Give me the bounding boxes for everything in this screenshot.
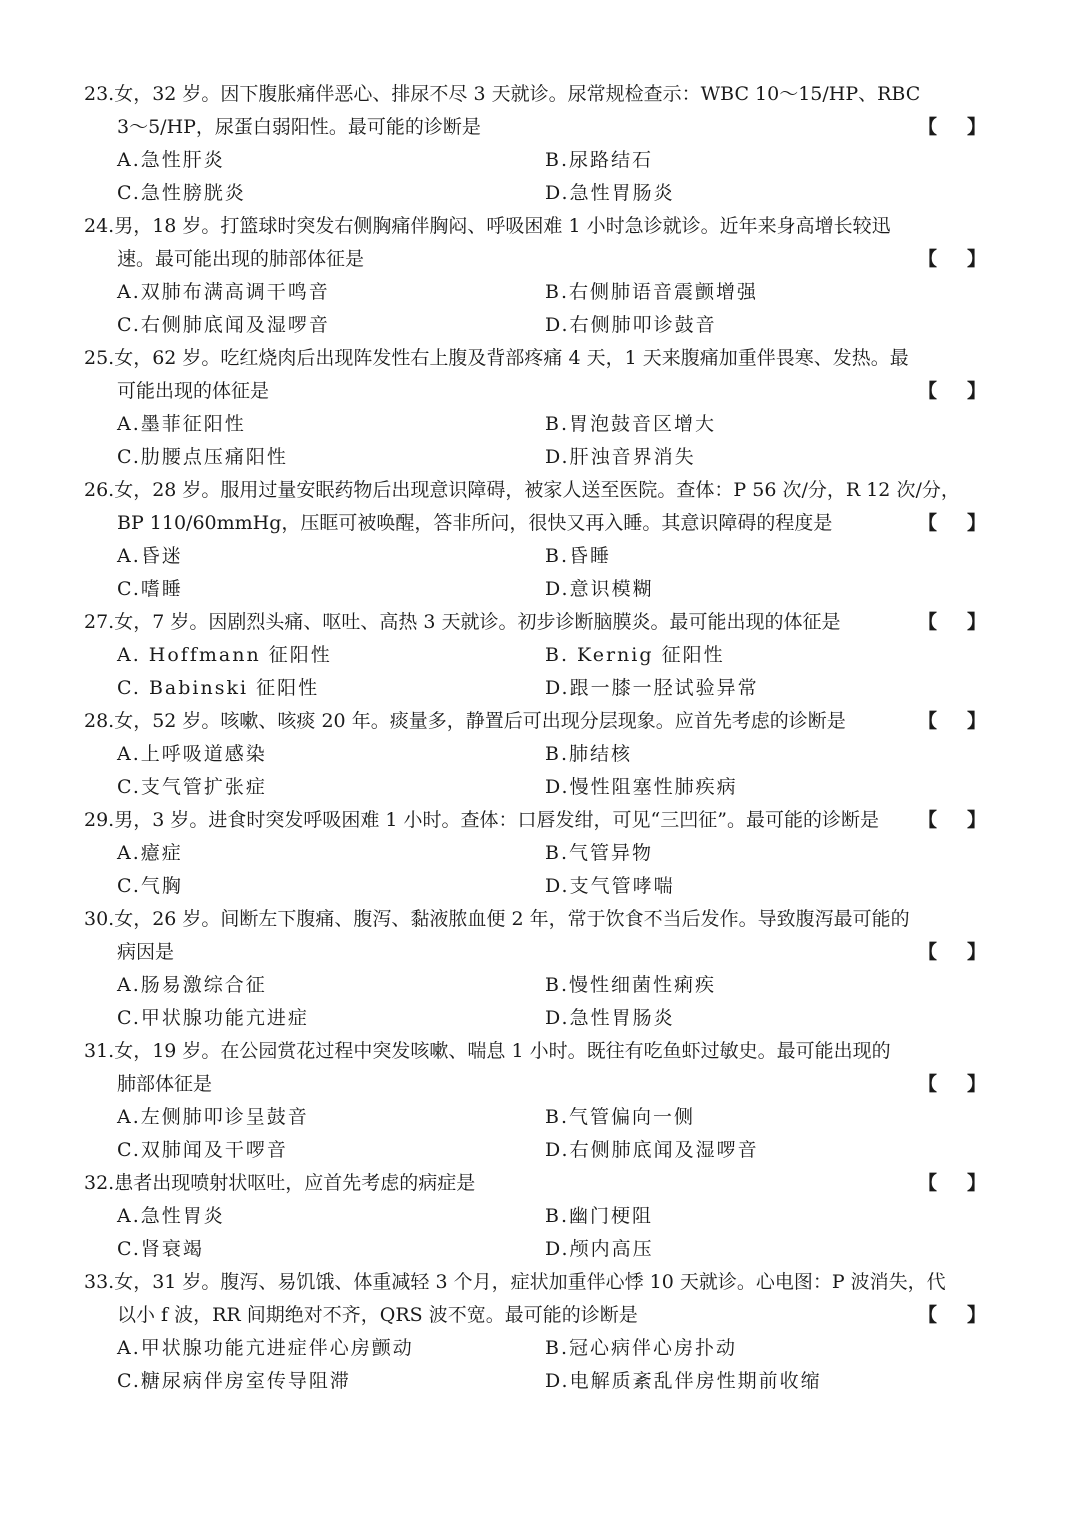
option-a: A.肠易激综合征 bbox=[117, 974, 267, 996]
question-stem-continued bbox=[84, 507, 986, 540]
question-stem-continued bbox=[84, 1299, 986, 1332]
bracket-open: 【 bbox=[917, 809, 937, 831]
option-b: B. Kernig 征阳性 bbox=[545, 644, 725, 666]
option-a: A. Hoffmann 征阳性 bbox=[117, 644, 332, 666]
question-text: 28.女，52 岁。咳嗽、咳痰 20 年。痰量多，静置后可出现分层现象。应首先考虑的诊断是 bbox=[84, 710, 846, 732]
question-stem-continued bbox=[84, 1068, 986, 1101]
answer-bracket[interactable] bbox=[918, 111, 986, 144]
question-text: 速。最可能出现的肺部体征是 bbox=[117, 248, 365, 270]
option-b: B.冠心病伴心房扑动 bbox=[545, 1337, 738, 1359]
option-c: C.糖尿病伴房室传导阻滞 bbox=[117, 1370, 351, 1392]
bracket-open: 【 bbox=[917, 248, 937, 270]
bracket-open: 【 bbox=[917, 1073, 937, 1095]
option-d: D.肝浊音界消失 bbox=[545, 446, 696, 468]
question-stem bbox=[84, 1167, 986, 1200]
option-a: A.上呼吸道感染 bbox=[117, 743, 267, 765]
bracket-open: 【 bbox=[917, 1172, 937, 1194]
question-stem bbox=[84, 210, 986, 243]
options-row bbox=[84, 1332, 986, 1365]
question-24 bbox=[84, 210, 986, 342]
question-29 bbox=[84, 804, 986, 903]
question-31 bbox=[84, 1035, 986, 1167]
question-stem bbox=[84, 474, 986, 507]
option-d: D.电解质紊乱伴房性期前收缩 bbox=[545, 1370, 822, 1392]
question-text: 病因是 bbox=[117, 941, 175, 963]
option-b: B.慢性细菌性痢疾 bbox=[545, 974, 717, 996]
option-a: A.甲状腺功能亢进症伴心房颤动 bbox=[117, 1337, 414, 1359]
answer-bracket[interactable] bbox=[918, 936, 986, 969]
option-d: D.跟一膝一胫试验异常 bbox=[545, 677, 759, 699]
answer-bracket[interactable] bbox=[918, 507, 986, 540]
options-row bbox=[84, 441, 986, 474]
option-a: A.双肺布满高调干鸣音 bbox=[117, 281, 330, 303]
options-row bbox=[84, 1134, 986, 1167]
question-text: 24.男，18 岁。打篮球时突发右侧胸痛伴胸闷、呼吸困难 1 小时急诊就诊。近年来身高增长较迅 bbox=[84, 215, 891, 237]
bracket-open: 【 bbox=[917, 611, 937, 633]
option-b: B.气管异物 bbox=[545, 842, 654, 864]
options-row bbox=[84, 870, 986, 903]
option-b: B.昏睡 bbox=[545, 545, 612, 567]
answer-bracket[interactable] bbox=[918, 1167, 986, 1200]
option-c: C.急性膀胱炎 bbox=[117, 182, 246, 204]
answer-bracket[interactable] bbox=[918, 375, 986, 408]
question-33 bbox=[84, 1266, 986, 1398]
option-c: C.支气管扩张症 bbox=[117, 776, 267, 798]
bracket-open: 【 bbox=[917, 710, 937, 732]
bracket-close: 】 bbox=[966, 380, 986, 402]
question-text: 32.患者出现喷射状呕吐，应首先考虑的病症是 bbox=[84, 1172, 476, 1194]
question-stem-continued bbox=[84, 936, 986, 969]
option-a: A.昏迷 bbox=[117, 545, 183, 567]
question-stem bbox=[84, 1266, 986, 1299]
question-text: 25.女，62 岁。吃红烧肉后出现阵发性右上腹及背部疼痛 4 天，1 天来腹痛加重伴畏寒、发热。最 bbox=[84, 347, 909, 369]
option-c: C.肋腰点压痛阳性 bbox=[117, 446, 288, 468]
question-text: 肺部体征是 bbox=[117, 1073, 213, 1095]
answer-bracket[interactable] bbox=[918, 1068, 986, 1101]
options-row bbox=[84, 309, 986, 342]
options-row bbox=[84, 672, 986, 705]
question-stem bbox=[84, 78, 986, 111]
options-row bbox=[84, 969, 986, 1002]
question-stem bbox=[84, 903, 986, 936]
options-row bbox=[84, 771, 986, 804]
options-row bbox=[84, 144, 986, 177]
options-row bbox=[84, 1101, 986, 1134]
bracket-close: 】 bbox=[966, 1172, 986, 1194]
bracket-open: 【 bbox=[917, 380, 937, 402]
bracket-close: 】 bbox=[966, 248, 986, 270]
options-row bbox=[84, 540, 986, 573]
option-b: B.尿路结石 bbox=[545, 149, 654, 171]
answer-bracket[interactable] bbox=[918, 804, 986, 837]
bracket-close: 】 bbox=[966, 1304, 986, 1326]
options-row bbox=[84, 177, 986, 210]
question-text: 29.男，3 岁。进食时突发呼吸困难 1 小时。查体：口唇发绀，可见“三凹征”。最可能的诊断是 bbox=[84, 809, 879, 831]
option-d: D.右侧肺底闻及湿啰音 bbox=[545, 1139, 759, 1161]
option-c: C.双肺闻及干啰音 bbox=[117, 1139, 288, 1161]
option-d: D.颅内高压 bbox=[545, 1238, 654, 1260]
question-stem bbox=[84, 606, 986, 639]
question-text: 33.女，31 岁。腹泻、易饥饿、体重减轻 3 个月，症状加重伴心悸 10 天就诊。心电图：P 波消失，代 bbox=[84, 1271, 946, 1293]
answer-bracket[interactable] bbox=[918, 1299, 986, 1332]
question-23 bbox=[84, 78, 986, 210]
question-stem bbox=[84, 342, 986, 375]
bracket-open: 【 bbox=[917, 941, 937, 963]
option-b: B.气管偏向一侧 bbox=[545, 1106, 696, 1128]
bracket-open: 【 bbox=[917, 1304, 937, 1326]
options-row bbox=[84, 738, 986, 771]
bracket-close: 】 bbox=[966, 941, 986, 963]
option-d: D.慢性阻塞性肺疾病 bbox=[545, 776, 738, 798]
question-stem bbox=[84, 804, 986, 837]
options-row bbox=[84, 1365, 986, 1398]
option-c: C. Babinski 征阳性 bbox=[117, 677, 320, 699]
bracket-close: 】 bbox=[966, 116, 986, 138]
options-row bbox=[84, 408, 986, 441]
question-stem-continued bbox=[84, 111, 986, 144]
bracket-close: 】 bbox=[966, 809, 986, 831]
bracket-open: 【 bbox=[917, 116, 937, 138]
options-row bbox=[84, 1002, 986, 1035]
question-text: 3～5/HP，尿蛋白弱阳性。最可能的诊断是 bbox=[117, 116, 481, 138]
option-a: A.癔症 bbox=[117, 842, 183, 864]
question-25 bbox=[84, 342, 986, 474]
options-row bbox=[84, 573, 986, 606]
options-row bbox=[84, 639, 986, 672]
options-row bbox=[84, 1200, 986, 1233]
option-c: C.嗜睡 bbox=[117, 578, 183, 600]
option-d: D.意识模糊 bbox=[545, 578, 654, 600]
question-stem-continued bbox=[84, 375, 986, 408]
option-b: B.右侧肺语音震颤增强 bbox=[545, 281, 759, 303]
bracket-close: 】 bbox=[966, 611, 986, 633]
bracket-close: 】 bbox=[966, 1073, 986, 1095]
option-b: B.幽门梗阻 bbox=[545, 1205, 654, 1227]
question-stem bbox=[84, 1035, 986, 1068]
answer-bracket[interactable] bbox=[918, 243, 986, 276]
option-c: C.右侧肺底闻及湿啰音 bbox=[117, 314, 330, 336]
option-d: D.支气管哮喘 bbox=[545, 875, 675, 897]
option-c: C.甲状腺功能亢进症 bbox=[117, 1007, 309, 1029]
answer-bracket[interactable] bbox=[918, 705, 986, 738]
options-row bbox=[84, 276, 986, 309]
option-d: D.急性胃肠炎 bbox=[545, 1007, 675, 1029]
option-a: A.急性肝炎 bbox=[117, 149, 225, 171]
question-text: 31.女，19 岁。在公园赏花过程中突发咳嗽、喘息 1 小时。既往有吃鱼虾过敏史。最可能出现的 bbox=[84, 1040, 891, 1062]
exam-page bbox=[84, 78, 986, 1398]
question-text: 26.女，28 岁。服用过量安眠药物后出现意识障碍，被家人送至医院。查体：P 56 次/分，R 12 次/分， bbox=[84, 479, 960, 501]
option-b: B.肺结核 bbox=[545, 743, 633, 765]
question-text: 27.女，7 岁。因剧烈头痛、呕吐、高热 3 天就诊。初步诊断脑膜炎。最可能出现的体征是 bbox=[84, 611, 841, 633]
answer-bracket[interactable] bbox=[918, 606, 986, 639]
question-26 bbox=[84, 474, 986, 606]
bracket-open: 【 bbox=[917, 512, 937, 534]
option-b: B.胃泡鼓音区增大 bbox=[545, 413, 717, 435]
options-row bbox=[84, 837, 986, 870]
question-stem bbox=[84, 705, 986, 738]
option-c: C.肾衰竭 bbox=[117, 1238, 204, 1260]
option-a: A.急性胃炎 bbox=[117, 1205, 225, 1227]
question-30 bbox=[84, 903, 986, 1035]
option-d: D.急性胃肠炎 bbox=[545, 182, 675, 204]
question-stem-continued bbox=[84, 243, 986, 276]
question-text: 30.女，26 岁。间断左下腹痛、腹泻、黏液脓血便 2 年，常于饮食不当后发作。导致腹泻最可能的 bbox=[84, 908, 910, 930]
question-27 bbox=[84, 606, 986, 705]
question-text: BP 110/60mmHg，压眶可被唤醒，答非所问，很快又再入睡。其意识障碍的程度是 bbox=[117, 512, 833, 534]
question-text: 23.女，32 岁。因下腹胀痛伴恶心、排尿不尽 3 天就诊。尿常规检查示：WBC 10～15/HP、RBC bbox=[84, 83, 921, 105]
bracket-close: 】 bbox=[966, 512, 986, 534]
bracket-close: 】 bbox=[966, 710, 986, 732]
option-a: A.墨菲征阳性 bbox=[117, 413, 246, 435]
question-text: 可能出现的体征是 bbox=[117, 380, 270, 402]
option-d: D.右侧肺叩诊鼓音 bbox=[545, 314, 717, 336]
question-text: 以小 f 波，RR 间期绝对不齐，QRS 波不宽。最可能的诊断是 bbox=[117, 1304, 638, 1326]
option-a: A.左侧肺叩诊呈鼓音 bbox=[117, 1106, 309, 1128]
option-c: C.气胸 bbox=[117, 875, 183, 897]
question-28 bbox=[84, 705, 986, 804]
options-row bbox=[84, 1233, 986, 1266]
question-32 bbox=[84, 1167, 986, 1266]
